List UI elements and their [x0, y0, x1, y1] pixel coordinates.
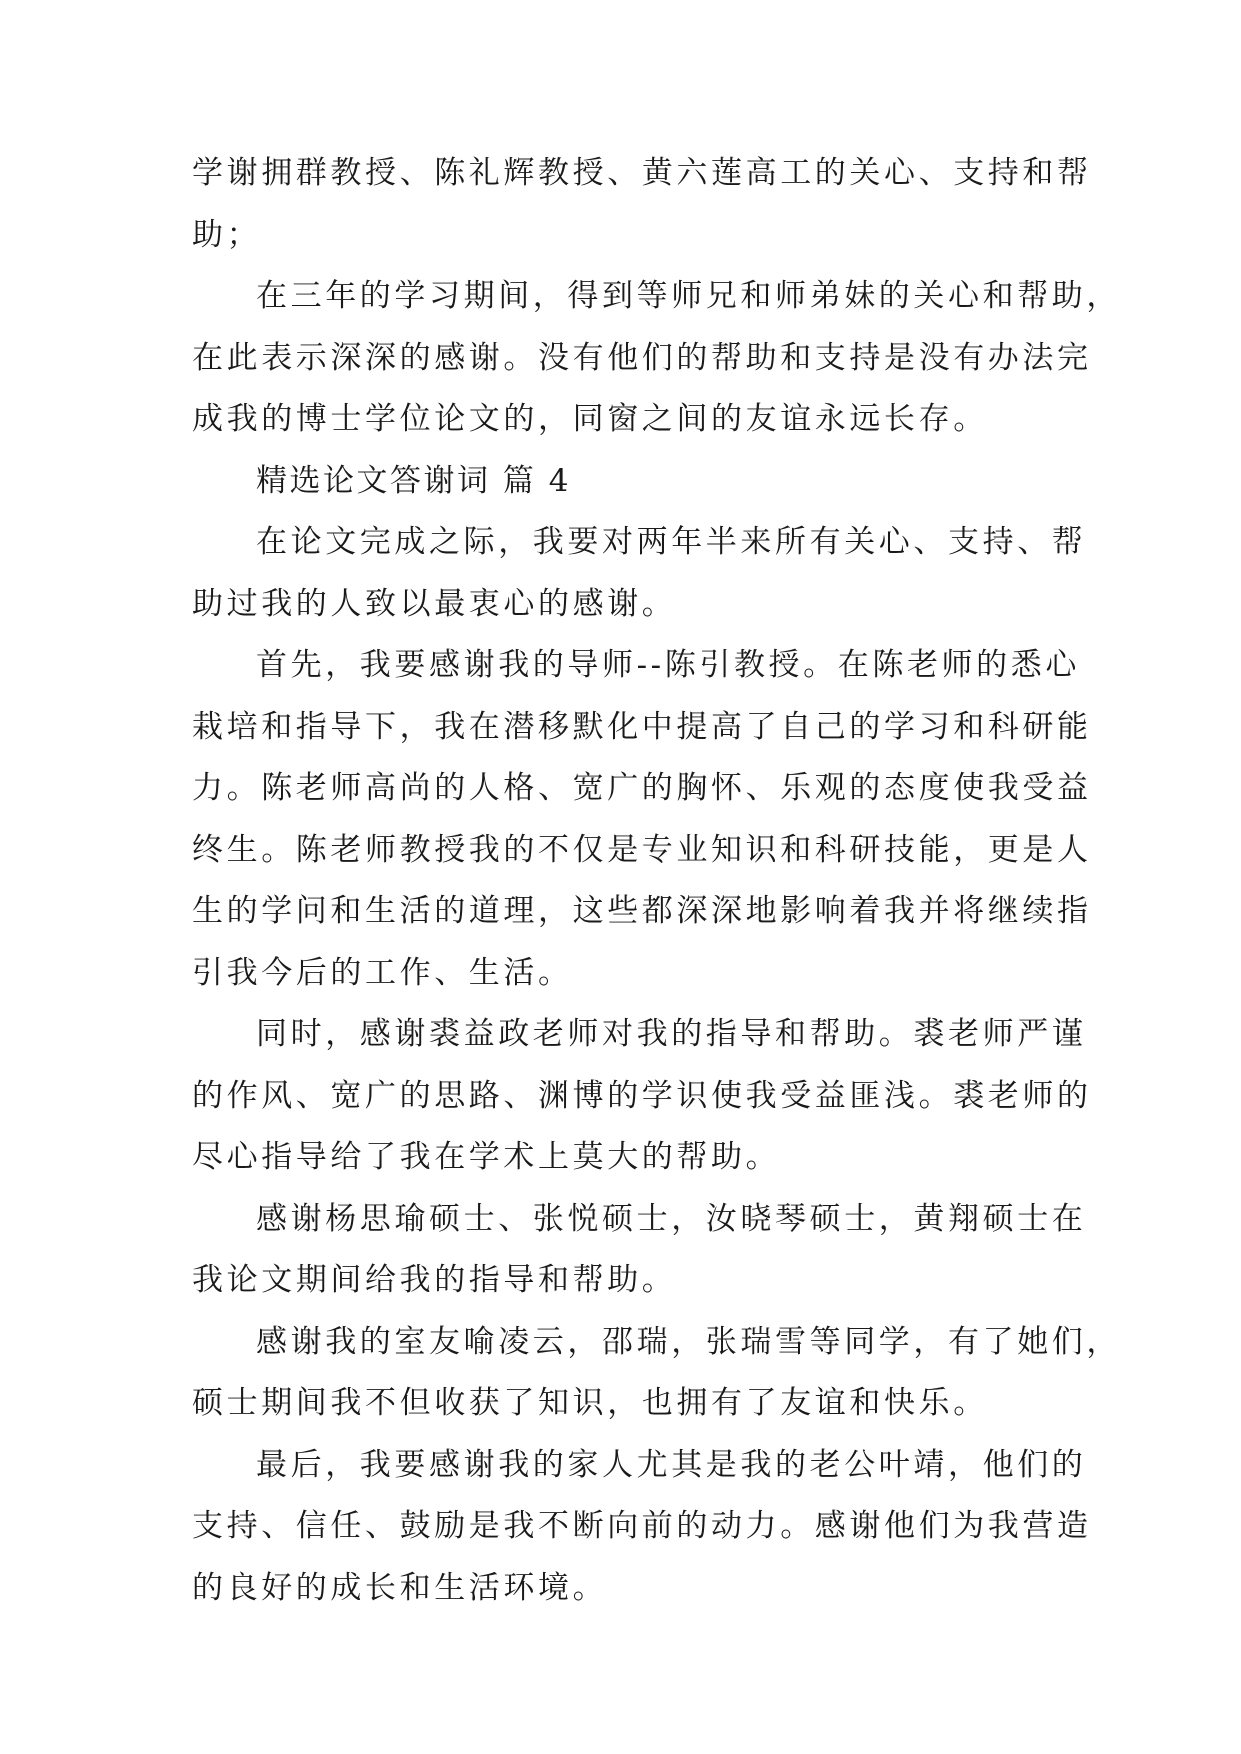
text-line: 在论文完成之际，我要对两年半来所有关心、支持、帮 [256, 524, 1087, 560]
text-line: 首先，我要感谢我的导师--陈引教授。在陈老师的悉心 [256, 647, 1080, 683]
text-line: 引我今后的工作、生活。 [192, 954, 573, 991]
text-line: 生的学问和生活的道理，这些都深深地影响着我并将继续指 [192, 893, 1092, 929]
text-line: 感谢杨思瑜硕士、张悦硕士，汝晓琴硕士，黄翔硕士在 [256, 1200, 1087, 1237]
text-line: 终生。陈老师教授我的不仅是专业知识和科研技能，更是人 [192, 831, 1092, 868]
text-line: 力。陈老师高尚的人格、宽广的胸怀、乐观的态度使我受益 [192, 770, 1092, 806]
text-line: 尽心指导给了我在学术上莫大的帮助。 [192, 1139, 781, 1175]
text-line: 支持、信任、鼓励是我不断向前的动力。感谢他们为我营造 [192, 1508, 1092, 1544]
text-line: 助过我的人致以最衷心的感谢。 [192, 585, 677, 622]
text-line: 感谢我的室友喻凌云，邵瑞，张瑞雪等同学，有了她们， [256, 1323, 1121, 1360]
text-line: 同时，感谢裘益政老师对我的指导和帮助。裘老师严谨 [256, 1016, 1087, 1052]
text-line: 的良好的成长和生活环境。 [192, 1569, 608, 1606]
text-line: 最后，我要感谢我的家人尤其是我的老公叶靖，他们的 [256, 1446, 1087, 1483]
text-line: 的作风、宽广的思路、渊博的学识使我受益匪浅。裘老师的 [192, 1077, 1092, 1114]
document-body [192, 143, 1121, 1619]
text-line: 学谢拥群教授、陈礼辉教授、黄六莲高工的关心、支持和帮 [192, 155, 1092, 191]
text-line: 成我的博士学位论文的，同窗之间的友谊永远长存。 [192, 401, 988, 437]
text-line: 在此表示深深的感谢。没有他们的帮助和支持是没有办法完 [192, 339, 1092, 376]
text-line: 助； [192, 216, 262, 253]
text-line: 我论文期间给我的指导和帮助。 [192, 1262, 677, 1298]
text-line: 硕士期间我不但收获了知识，也拥有了友谊和快乐。 [192, 1385, 988, 1421]
section-heading: 精选论文答谢词 篇 4 [256, 462, 571, 499]
text-line: 在三年的学习期间，得到等师兄和师弟妹的关心和帮助， [256, 278, 1121, 314]
text-line: 栽培和指导下，我在潜移默化中提高了自己的学习和科研能 [192, 708, 1092, 745]
